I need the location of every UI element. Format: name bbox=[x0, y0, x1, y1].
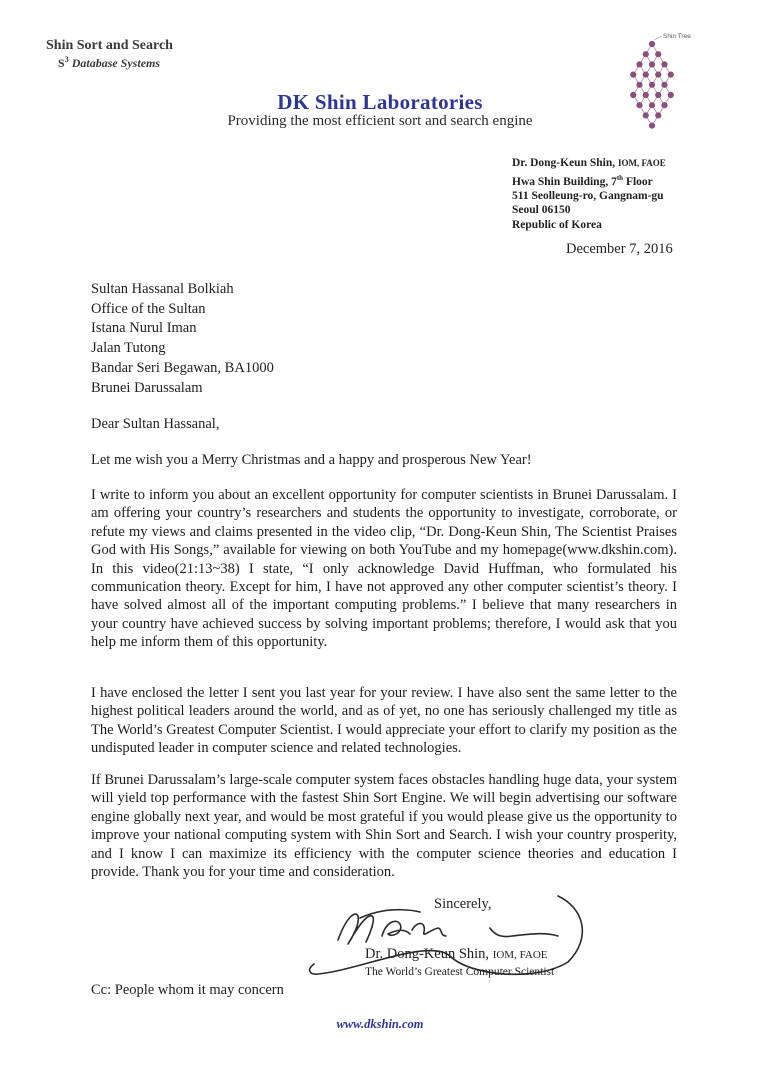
sender-building-floor: Floor bbox=[625, 175, 653, 188]
sender-building-sup: th bbox=[616, 173, 624, 182]
company-name: DK Shin Laboratories bbox=[277, 90, 483, 114]
brand-title: Shin Sort and Search bbox=[46, 38, 173, 53]
logo-dot bbox=[649, 82, 655, 88]
closing-valediction: Sincerely, bbox=[434, 896, 492, 912]
body-paragraph: I write to inform you about an excellent opportunity for computer scientists in Brunei Darussalam. I am offering your country’s researchers and students the opportunity to investigate, corroborate, or refute my views and claims presented in the video clip, “Dr. Dong-Keun Shin, The Scientist Praises God with His Songs,” available for viewing on both YouTube and my homepage(www.dkshin.com). In this video(21:13~38) I state, “I only acknowledge David Huffman, who formulated his communication theory. Except for him, I have not approved any other computer scientist’s theory. I have solved almost all of the important computing problems.” I believe that many researchers in your country have achieved success by solving important problems; therefore, I would ask that you help me inform them of this opportunity. bbox=[91, 487, 677, 651]
letter-date: December 7, 2016 bbox=[566, 241, 673, 257]
signer-title: The World’s Greatest Computer Scientist bbox=[365, 966, 555, 978]
recipient-line: Jalan Tutong bbox=[91, 340, 166, 357]
website-link[interactable]: www.dkshin.com bbox=[336, 1017, 424, 1031]
recipient-line: Bandar Seri Begawan, BA1000 bbox=[91, 359, 274, 376]
sender-building: Hwa Shin Building, 7 bbox=[512, 175, 617, 188]
shin-tree-logo-icon bbox=[600, 28, 720, 134]
logo-dot bbox=[649, 61, 655, 67]
logo-dot bbox=[649, 102, 655, 108]
company-tagline: Providing the most efficient sort and search engine bbox=[227, 113, 533, 129]
logo-dot bbox=[649, 41, 655, 47]
body-paragraph: I have enclosed the letter I sent you last year for your review. I have also sent the same letter to the highest political leaders around the world, and as of yet, no one has seriously challenged my title as The World’s Greatest Computer Scientist. I would appreciate your effort to clarify my position as the undisputed leader in computer science and related technologies. bbox=[91, 685, 677, 757]
recipient-line: Brunei Darussalam bbox=[91, 379, 203, 396]
logo-dot bbox=[661, 61, 667, 67]
sender-name: Dr. Dong-Keun Shin, bbox=[512, 157, 616, 169]
logo-dot bbox=[655, 51, 661, 57]
recipient-address bbox=[91, 280, 274, 398]
logo-dot bbox=[636, 82, 642, 88]
logo-dot bbox=[643, 72, 649, 78]
logo-dot bbox=[630, 92, 636, 98]
signer-credentials: IOM, FAOE bbox=[492, 949, 548, 961]
salutation: Dear Sultan Hassanal, bbox=[91, 416, 220, 432]
body-paragraph: If Brunei Darussalam’s large-scale computer system faces obstacles handling huge data, your system will yield top performance with the fastest Shin Sort Engine. We will begin advertising our software engine globally next year, and would be most grateful if you would please give us the opportunity to improve your national computing system with Shin Sort and Search. I wish your country prosperity, and I know I can maximize its efficiency with the computer science theories and education I provide. Thank you for your time and consideration. bbox=[91, 772, 677, 881]
sender-street: 511 Seolleung-ro, Gangnam-gu bbox=[512, 189, 664, 202]
sender-country: Republic of Korea bbox=[512, 218, 602, 231]
logo-dot bbox=[655, 112, 661, 118]
logo-dot bbox=[668, 72, 674, 78]
sender-city: Seoul 06150 bbox=[512, 204, 571, 217]
logo-dot bbox=[661, 102, 667, 108]
logo-dot bbox=[630, 72, 636, 78]
sender-name-line bbox=[512, 156, 666, 171]
brand-sub-prefix: S bbox=[58, 56, 65, 70]
logo-dot bbox=[655, 72, 661, 78]
signer-name: Dr. Dong-Keun Shin, bbox=[365, 946, 490, 962]
sender-credentials: IOM, FAOE bbox=[617, 158, 666, 168]
recipient-line: Sultan Hassanal Bolkiah bbox=[91, 281, 234, 297]
logo-dot bbox=[636, 61, 642, 67]
logo-dot bbox=[643, 112, 649, 118]
recipient-line: Office of the Sultan bbox=[91, 300, 206, 317]
signer-name-line bbox=[365, 946, 547, 963]
logo-dot bbox=[649, 123, 655, 129]
recipient-line: Istana Nurul Iman bbox=[91, 320, 197, 337]
brand-subtitle bbox=[58, 55, 160, 71]
sender-address bbox=[512, 156, 666, 232]
sender-building-line bbox=[512, 171, 666, 189]
logo-label: Shin Tree bbox=[663, 33, 691, 40]
brand-sub-text: Database Systems bbox=[71, 56, 161, 70]
brand-sub-superscript: 3 bbox=[64, 55, 69, 64]
greeting-line: Let me wish you a Merry Christmas and a happy and prosperous New Year! bbox=[91, 452, 532, 468]
logo-dot bbox=[643, 51, 649, 57]
logo-dot bbox=[668, 92, 674, 98]
cc-line: Cc: People whom it may concern bbox=[91, 982, 284, 998]
logo-dot bbox=[655, 92, 661, 98]
logo-dot bbox=[661, 82, 667, 88]
logo-dot bbox=[636, 102, 642, 108]
logo-dot bbox=[643, 92, 649, 98]
